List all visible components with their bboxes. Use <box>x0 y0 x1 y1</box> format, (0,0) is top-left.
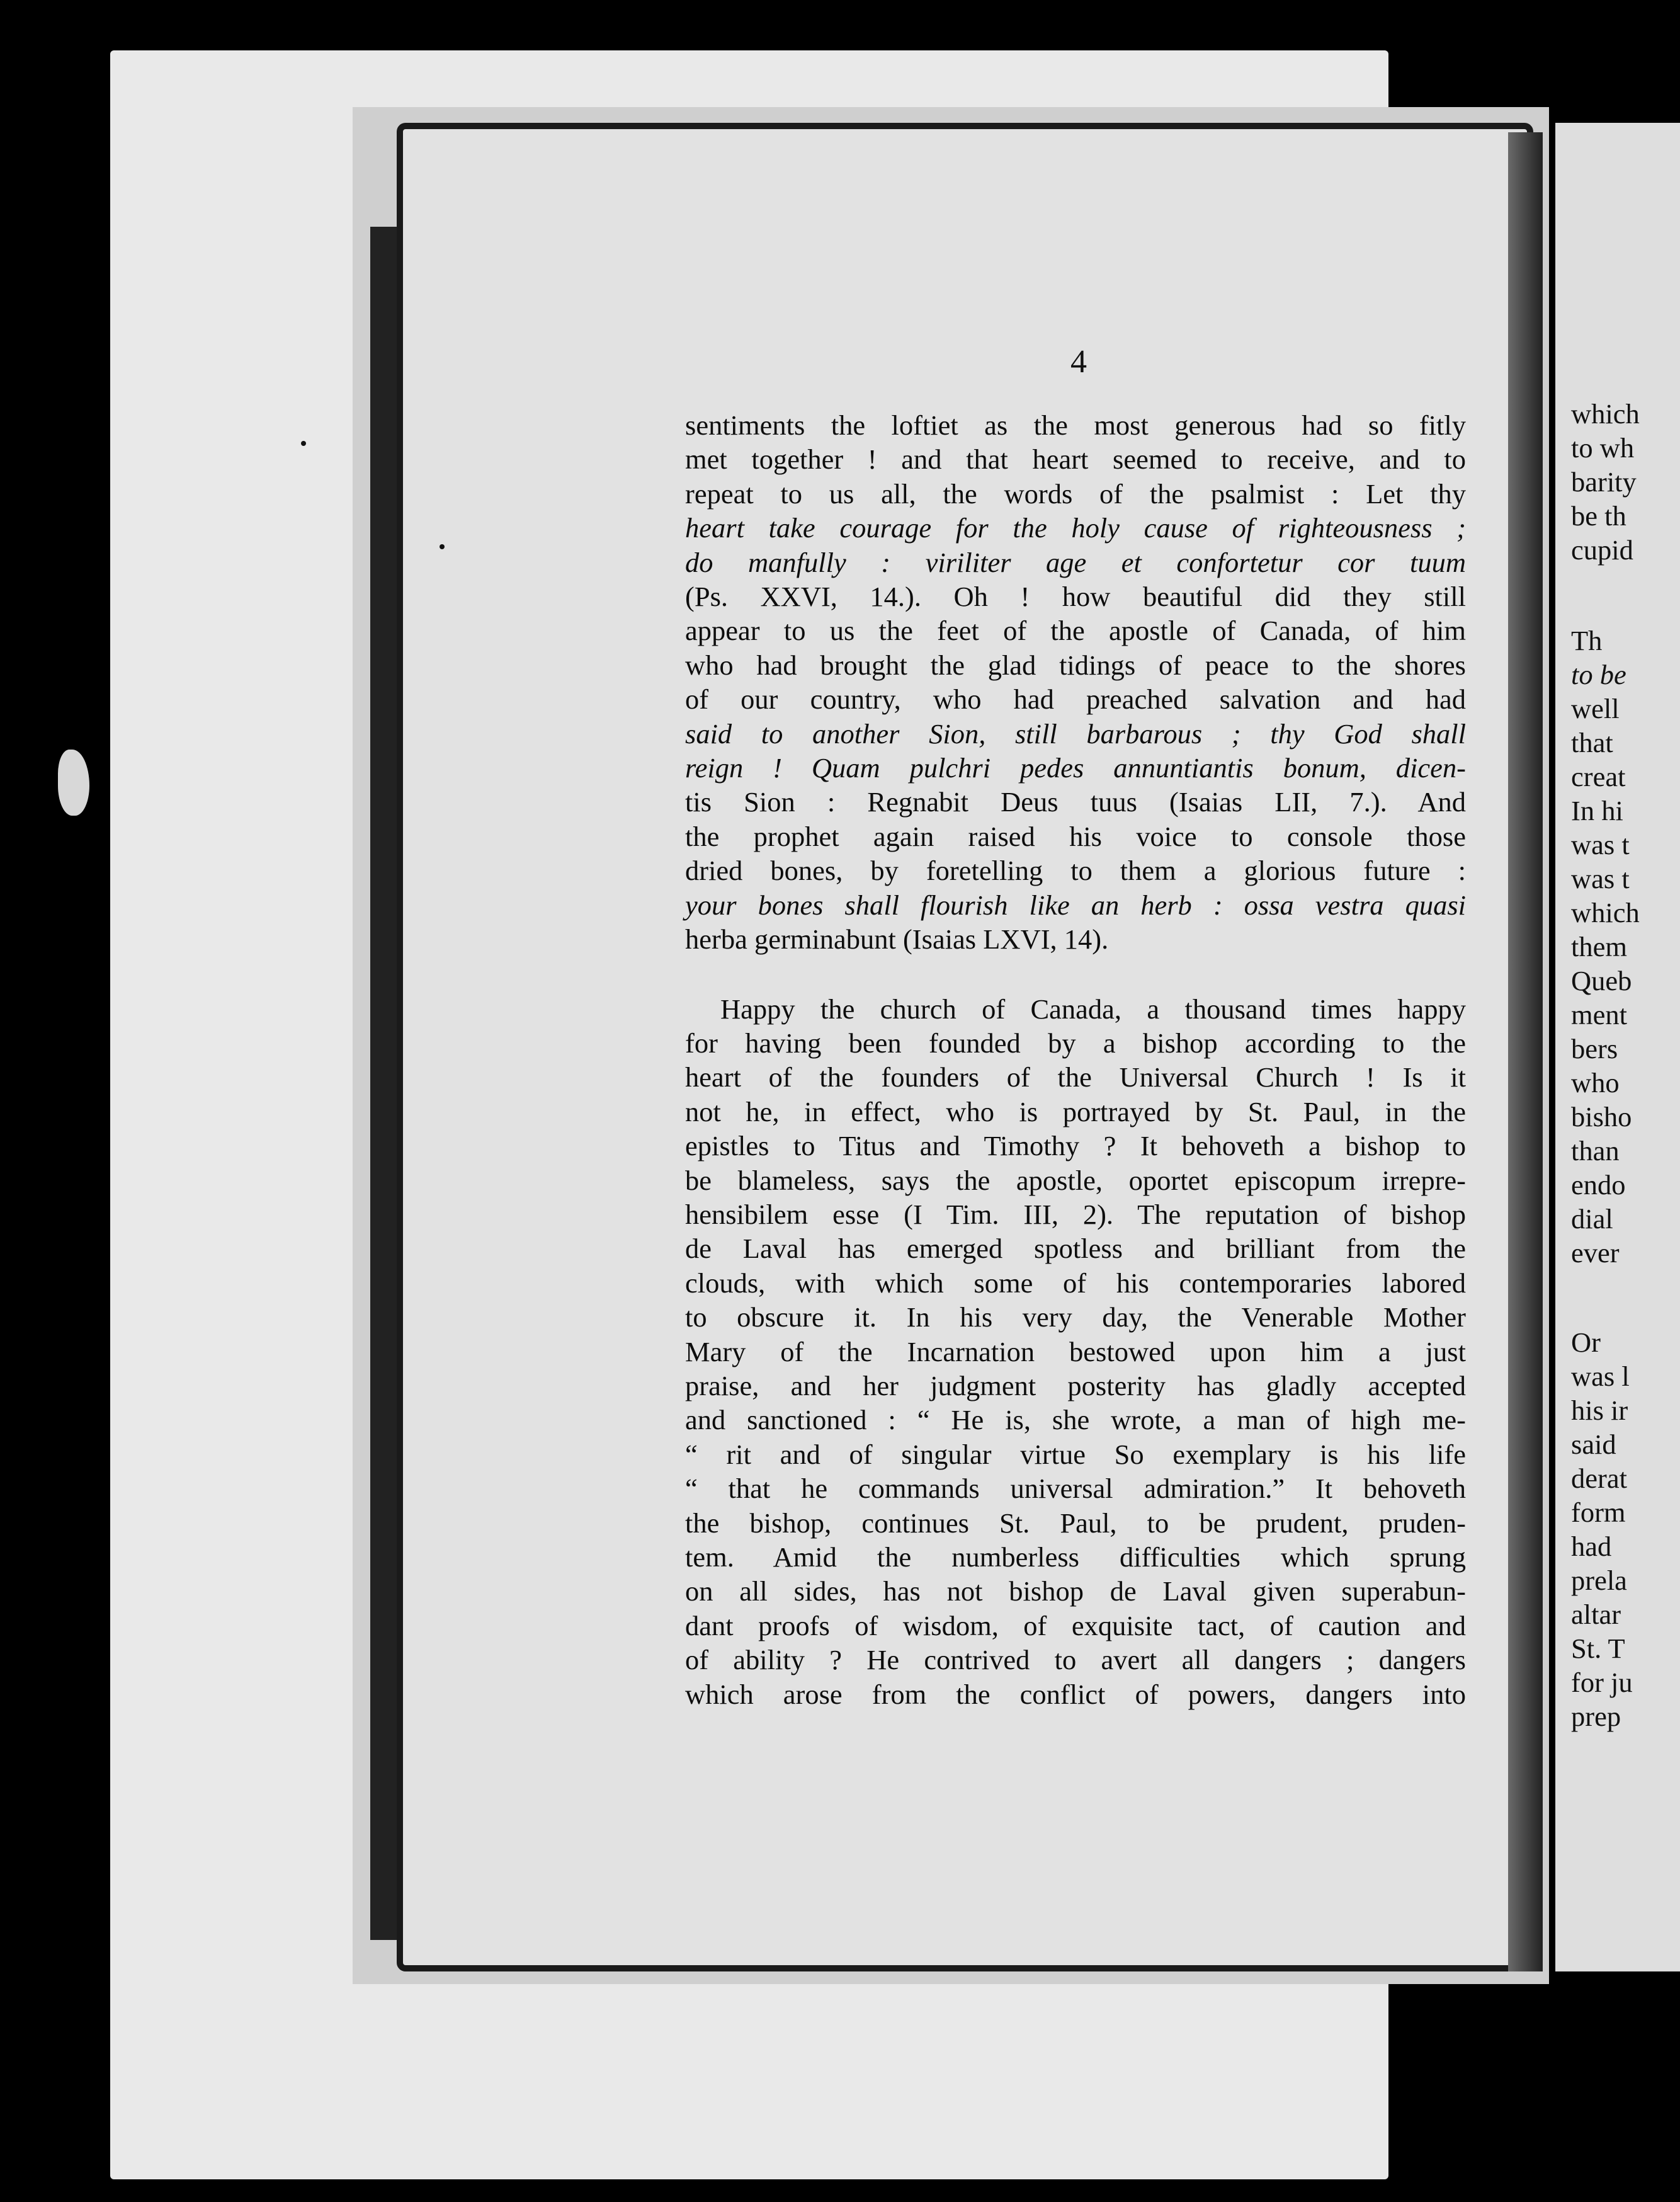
paragraph-1 <box>685 408 1466 957</box>
fragment: to be <box>1571 659 1626 690</box>
speck <box>440 544 445 549</box>
text-line: Mary of the Incarnation bestowed upon him a just <box>685 1335 1466 1367</box>
fragment: Or <box>1571 1326 1601 1358</box>
fragment: was l <box>1571 1361 1630 1392</box>
page-number: 4 <box>1070 344 1087 380</box>
fragment: ever <box>1571 1237 1620 1269</box>
fragment: Th <box>1571 625 1603 656</box>
book-spine <box>1508 132 1543 1971</box>
fragment: which <box>1571 398 1640 430</box>
fragment: Queb <box>1571 965 1632 996</box>
text-line: met together ! and that heart seemed to receive, and to <box>685 443 1466 476</box>
text-line: hensibilem esse (I Tim. III, 2). The reputation of bishop <box>685 1198 1466 1230</box>
text-line: repeat to us all, the words of the psalmist : Let thy <box>685 477 1466 510</box>
binding-strip <box>370 227 397 1940</box>
fragment: than <box>1571 1135 1620 1167</box>
text-line: “ that he commands universal admiration.” It behoveth <box>685 1473 1466 1505</box>
text-line: Happy the church of Canada, a thousand times happy <box>720 993 1466 1025</box>
text-line: your bones shall flourish like an herb : ossa vestra quasi <box>685 889 1466 921</box>
text-line: heart take courage for the holy cause of righteousness ; <box>685 512 1466 544</box>
text-line: said to another Sion, still barbarous ; thy God shall <box>685 717 1466 750</box>
fragment: bers <box>1571 1033 1618 1064</box>
fragment: dial <box>1571 1203 1613 1235</box>
fragment: be th <box>1571 500 1626 532</box>
text-line: the bishop, continues St. Paul, to be prudent, pruden- <box>685 1507 1466 1539</box>
text-line: herba germinabunt (Isaias LXVI, 14). <box>685 923 1109 956</box>
text-line: appear to us the feet of the apostle of Canada, of him <box>685 615 1466 647</box>
text-line: the prophet again raised his voice to console those <box>685 820 1466 852</box>
fragment: endo <box>1571 1169 1626 1201</box>
text-line: dant proofs of wisdom, of exquisite tact, of caution and <box>685 1609 1466 1641</box>
text-line: reign ! Quam pulchri pedes annuntiantis bonum, dicen- <box>685 752 1466 784</box>
paragraph-2 <box>685 992 1466 1712</box>
text-line: clouds, with which some of his contemporaries labored <box>685 1267 1466 1299</box>
text-line: sentiments the loftiet as the most generous had so fitly <box>685 409 1466 441</box>
text-line: heart of the founders of the Universal Church ! Is it <box>685 1061 1466 1093</box>
text-line: for having been founded by a bishop according to the <box>685 1027 1466 1059</box>
page-text <box>685 408 1466 1711</box>
text-line: on all sides, has not bishop de Laval given superabun- <box>685 1575 1466 1607</box>
fragment: which <box>1571 897 1640 928</box>
text-line: tis Sion : Regnabit Deus tuus (Isaias LII, 7.). And <box>685 786 1466 818</box>
fragment: for ju <box>1571 1667 1633 1698</box>
fragment: prep <box>1571 1701 1621 1732</box>
fragment: to wh <box>1571 432 1635 464</box>
fragment: In hi <box>1571 795 1623 826</box>
text-line: “ rit and of singular virtue So exemplary is his life <box>685 1438 1466 1470</box>
fragment: that <box>1571 727 1613 758</box>
text-line: be blameless, says the apostle, oportet episcopum irrepre- <box>685 1164 1466 1196</box>
fragment: altar <box>1571 1599 1621 1630</box>
fragment: who <box>1571 1067 1620 1098</box>
text-line: to obscure it. In his very day, the Venerable Mother <box>685 1301 1466 1333</box>
fragment: was t <box>1571 829 1630 860</box>
fragment: cupid <box>1571 534 1633 566</box>
text-line: epistles to Titus and Timothy ? It behoveth a bishop to <box>685 1130 1466 1162</box>
text-line: not he, in effect, who is portrayed by St. Paul, in the <box>685 1095 1466 1127</box>
fragment: had <box>1571 1531 1612 1562</box>
fragment: barity <box>1571 466 1637 498</box>
fragment: creat <box>1571 761 1626 792</box>
fragment: said <box>1571 1429 1616 1460</box>
text-line: of ability ? He contrived to avert all dangers ; dangers <box>685 1644 1466 1676</box>
text-line: and sanctioned : “ He is, she wrote, a man of high me- <box>685 1404 1466 1436</box>
text-line: do manfully : viriliter age et confortetur cor tuum <box>685 546 1466 578</box>
text-line: who had brought the glad tidings of peace to the shores <box>685 649 1466 681</box>
fragment: them <box>1571 931 1627 962</box>
fragment: bisho <box>1571 1101 1632 1132</box>
fragment: St. T <box>1571 1633 1625 1664</box>
fragment: was t <box>1571 863 1630 894</box>
fragment: well <box>1571 693 1620 724</box>
fragment: form <box>1571 1497 1626 1528</box>
fragment: prela <box>1571 1565 1627 1596</box>
fragment: his ir <box>1571 1395 1628 1426</box>
text-line: dried bones, by foretelling to them a glorious future : <box>685 855 1466 887</box>
text-line: (Ps. XXVI, 14.). Oh ! how beautiful did they still <box>685 581 1466 613</box>
text-line: tem. Amid the numberless difficulties which sprung <box>685 1541 1466 1573</box>
text-line: praise, and her judgment posterity has gladly accepted <box>685 1369 1466 1401</box>
text-line: which arose from the conflict of powers, dangers into <box>685 1678 1466 1710</box>
text-line: of our country, who had preached salvation and had <box>685 683 1466 716</box>
paper-blot <box>58 750 89 816</box>
paragraph-gap <box>685 957 1466 992</box>
text-line: de Laval has emerged spotless and brilliant from the <box>685 1233 1466 1265</box>
speck <box>301 441 306 446</box>
fragment: ment <box>1571 999 1627 1030</box>
fragment: derat <box>1571 1463 1627 1494</box>
